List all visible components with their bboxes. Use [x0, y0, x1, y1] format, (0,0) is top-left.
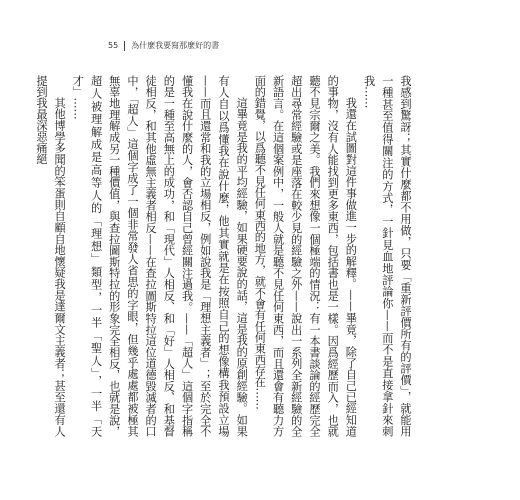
page-number: 55 [108, 41, 119, 50]
paragraph: 這畢竟是我的平均經驗，如果硬要說的話，這是我的原創經驗。如果有人自以爲懂我在說什麼，他其實就是在按照自己的想像構我預設立場——而且還常和我的立場相反，例如說我是「理想主義者」；至於完全不懂我在說什麼的人，會否認自己曾經關注過我。——「超人」這個字指稱的是一種至高無上的成功，和「現代」人相反、和「好」人相反、和基督徒相反，和其他虛無主義者相反——在查拉圖斯特拉這位道德毀滅者的口中，「超人」這個字成了一個非常發人省思的字眼，但幾乎處處都被極其無辜地理解成另一種價值，與查拉圖斯特拉的形象完全相反，也就是說，超人被理解成是高等人的「理想」類型，一半「聖人」，一半「天才」…… [71, 75, 249, 437]
header-divider [124, 41, 125, 51]
vertical-body-text [34, 75, 414, 437]
paragraph: 我還在試圖對這件事做進一步的解釋。——畢竟，除了自己已經知道的事物，沒有人能找到更多東西，包括書也是一樣。因爲經歷而入，也就聽不見宗爾之美。我們來想像一個極端的情況：有一本書談論的經歷完全超出尋常經驗或是座落在較少見的經驗之外——說出一系列全新經驗的全新語言。在這個案例中，一般人就是聽不見任何東西，而且還會有聽力方面的錯覺，以爲聽不見任何東西的地方，就不會有任何東西存在…… [253, 75, 358, 437]
page-header [108, 40, 219, 51]
running-title: 為什麼我要寫那麼好的書 [131, 41, 220, 50]
paragraph: 其他博學多聞的笨蛋則自顧自地懷疑我是達爾文主義者；甚至還有人提到我最深惡痛絕 [34, 75, 67, 437]
paragraph: 我感到驚訝；其實什麼都不用做，只要「重新評價所有的評價」，就能用一種甚至值得關注的方式，一針見血地評論你——而不是直接拿針來刺我…… [362, 75, 412, 437]
